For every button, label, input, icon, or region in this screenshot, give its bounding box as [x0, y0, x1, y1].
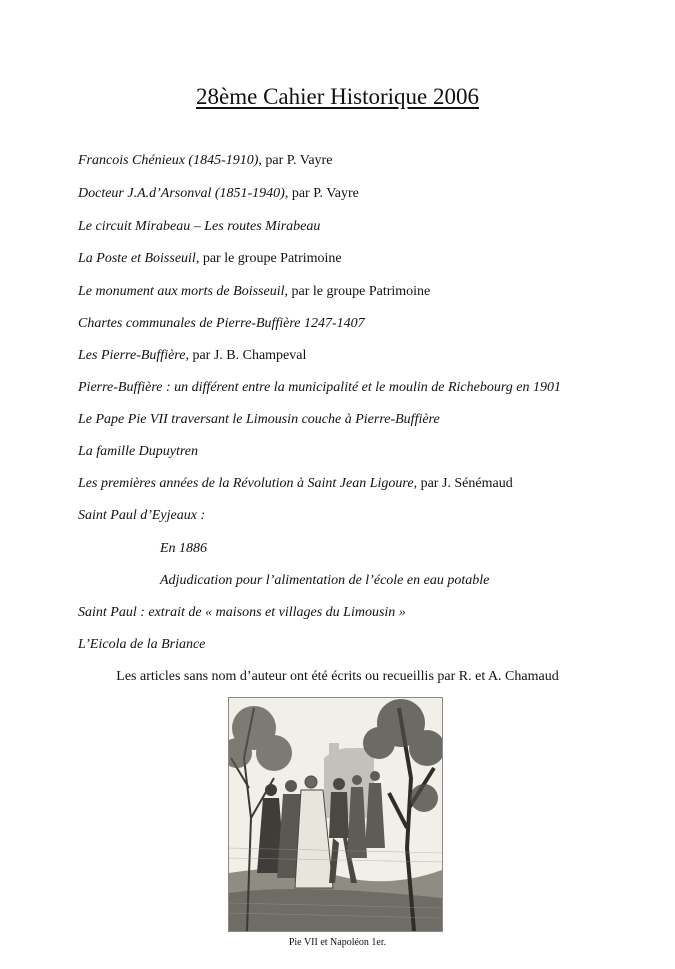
toc-subentry — [160, 540, 207, 558]
entry-title: La Poste et Boisseuil, — [78, 251, 200, 266]
entry-title: Chartes communales de Pierre-Buffière 1247-1407 — [78, 316, 365, 331]
entry-author: , par P. Vayre — [284, 186, 359, 201]
toc-entry — [78, 411, 440, 429]
entry-author: par le groupe Patrimoine — [287, 284, 431, 299]
entry-title: Les Pierre-Buffière — [78, 348, 186, 363]
entry-author: par le groupe Patrimoine — [199, 251, 342, 266]
entry-title: Le monument aux morts de Boisseuil, — [78, 284, 288, 299]
toc-entry — [78, 636, 205, 654]
entry-author: , par P. Vayre — [258, 153, 333, 168]
toc-entry — [78, 475, 513, 493]
toc-entry — [78, 443, 198, 461]
toc-subentry — [160, 572, 489, 590]
entry-title: Pierre-Buffière : un différent entre la municipalité et le moulin de Richebourg en 1901 — [78, 380, 562, 395]
authorship-note: Les articles sans nom d’auteur ont été écrits ou recueillis par R. et A. Chamaud — [116, 669, 559, 684]
entry-title: Le circuit Mirabeau – Les routes Mirabeau — [78, 219, 321, 234]
entry-title: L’Eicola de la Briance — [78, 637, 206, 652]
toc-entry — [78, 283, 430, 301]
toc-entry — [78, 315, 365, 333]
entry-title: En 1886 — [160, 541, 208, 556]
toc-entry — [78, 347, 306, 365]
entry-title: Docteur J.A.d’Arsonval (1851-1940) — [78, 186, 285, 201]
entry-title: Les premières années de la Révolution à Saint Jean Ligoure — [78, 476, 414, 491]
toc-entry — [78, 250, 342, 268]
toc-entry — [78, 379, 561, 397]
entry-title: La famille Dupuytren — [78, 444, 199, 459]
toc-entry — [78, 152, 332, 170]
toc-entry — [78, 185, 359, 203]
entry-title: Francois Chénieux (1845-1910) — [78, 153, 259, 168]
toc-entry — [78, 604, 406, 622]
toc-entry — [78, 507, 205, 525]
entry-title: Le Pape Pie VII traversant le Limousin couche à Pierre-Buffière — [78, 412, 440, 427]
entry-title: Adjudication pour l’alimentation de l’école en eau potable — [160, 573, 490, 588]
entry-title: Saint Paul d’Eyjeaux : — [78, 508, 206, 523]
page-title: 28ème Cahier Historique 2006 — [196, 84, 479, 109]
engraving-illustration — [228, 697, 443, 932]
illustration-caption: Pie VII et Napoléon 1er. — [288, 937, 387, 948]
entry-author: , par J. B. Champeval — [185, 348, 307, 363]
entry-author: , par J. Sénémaud — [413, 476, 513, 491]
entry-title: Saint Paul : extrait de « maisons et villages du Limousin » — [78, 605, 406, 620]
toc-entry — [78, 218, 320, 236]
